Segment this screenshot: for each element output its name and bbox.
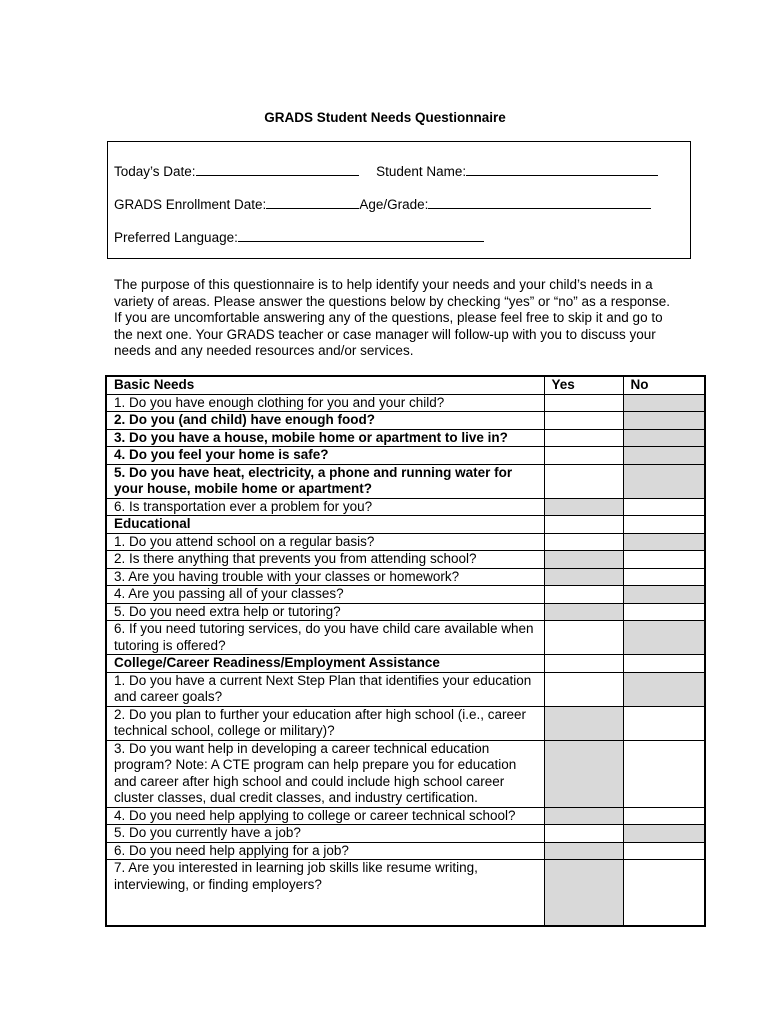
question-text: 2. Do you plan to further your education after high school (i.e., career technical school, college or military)? — [106, 706, 544, 740]
info-row-1 — [114, 161, 658, 179]
enrollment-date-field[interactable] — [266, 194, 359, 209]
no-checkbox-cell[interactable] — [623, 533, 705, 551]
yes-checkbox-cell[interactable] — [544, 825, 623, 843]
yes-checkbox-cell[interactable] — [544, 740, 623, 807]
no-checkbox-cell[interactable] — [623, 603, 705, 621]
student-info-box — [107, 141, 691, 259]
no-checkbox-cell[interactable] — [623, 498, 705, 516]
no-checkbox-cell[interactable] — [623, 551, 705, 569]
question-text: 7. Are you interested in learning job skills like resume writing, interviewing, or finding employers? — [106, 860, 544, 926]
yes-checkbox-cell[interactable] — [544, 860, 623, 926]
intro-paragraph: The purpose of this questionnaire is to help identify your needs and your child’s needs in a variety of areas. Please answer the questions below by checking “yes” or “no” as a response. If you are uncomfortable answering any of the questions, please feel free to skip it and go to the next one. Your GRADS teacher or case manager will follow-up with you to discuss your needs and any needed resources and/or services. — [114, 277, 671, 358]
table-row — [106, 551, 705, 569]
yes-checkbox-cell[interactable] — [544, 498, 623, 516]
table-row — [106, 672, 705, 706]
preferred-language-field[interactable] — [238, 227, 484, 242]
no-checkbox-cell[interactable] — [623, 464, 705, 498]
yes-checkbox-cell[interactable] — [544, 429, 623, 447]
yes-cell — [544, 655, 623, 673]
question-text: 4. Do you feel your home is safe? — [106, 447, 544, 465]
info-row-2 — [114, 194, 651, 212]
no-checkbox-cell[interactable] — [623, 394, 705, 412]
enrollment-date-label: GRADS Enrollment Date: — [114, 197, 267, 212]
question-text: 5. Do you currently have a job? — [106, 825, 544, 843]
yes-cell — [544, 516, 623, 534]
no-cell — [623, 516, 705, 534]
table-row — [106, 860, 705, 926]
no-checkbox-cell[interactable] — [623, 447, 705, 465]
question-text: 1. Do you have enough clothing for you and your child? — [106, 394, 544, 412]
age-grade-label: Age/Grade: — [359, 197, 429, 212]
table-row — [106, 429, 705, 447]
table-row — [106, 842, 705, 860]
table-header-row — [106, 376, 705, 394]
section-heading: College/Career Readiness/Employment Assistance — [106, 655, 544, 673]
question-text: 6. Do you need help applying for a job? — [106, 842, 544, 860]
section-row — [106, 516, 705, 534]
no-checkbox-cell[interactable] — [623, 842, 705, 860]
question-text: 6. Is transportation ever a problem for you? — [106, 498, 544, 516]
info-row-3 — [114, 227, 484, 245]
no-checkbox-cell[interactable] — [623, 412, 705, 430]
question-text: 4. Are you passing all of your classes? — [106, 586, 544, 604]
table-row — [106, 447, 705, 465]
yes-checkbox-cell[interactable] — [544, 447, 623, 465]
question-text: 3. Are you having trouble with your classes or homework? — [106, 568, 544, 586]
yes-checkbox-cell[interactable] — [544, 842, 623, 860]
no-checkbox-cell[interactable] — [623, 621, 705, 655]
question-text: 3. Do you have a house, mobile home or apartment to live in? — [106, 429, 544, 447]
question-text: 3. Do you want help in developing a career technical education program? Note: A CTE program can help prepare you for education and career after high school and could include high school career cluster classes, dual credit classes, and industry certification. — [106, 740, 544, 807]
questionnaire-table — [105, 375, 706, 927]
question-text: 2. Is there anything that prevents you from attending school? — [106, 551, 544, 569]
no-checkbox-cell[interactable] — [623, 706, 705, 740]
table-row — [106, 825, 705, 843]
question-text: 2. Do you (and child) have enough food? — [106, 412, 544, 430]
no-column-header: No — [623, 376, 705, 394]
no-checkbox-cell[interactable] — [623, 807, 705, 825]
no-checkbox-cell[interactable] — [623, 429, 705, 447]
question-text: 1. Do you have a current Next Step Plan that identifies your education and career goals? — [106, 672, 544, 706]
yes-checkbox-cell[interactable] — [544, 621, 623, 655]
yes-column-header: Yes — [544, 376, 623, 394]
question-text: 4. Do you need help applying to college or career technical school? — [106, 807, 544, 825]
no-checkbox-cell[interactable] — [623, 860, 705, 926]
yes-checkbox-cell[interactable] — [544, 551, 623, 569]
yes-checkbox-cell[interactable] — [544, 568, 623, 586]
preferred-language-label: Preferred Language: — [114, 230, 238, 245]
no-cell — [623, 655, 705, 673]
section-heading: Educational — [106, 516, 544, 534]
section-basic-needs: Basic Needs — [106, 376, 544, 394]
age-grade-field[interactable] — [428, 194, 651, 209]
table-row — [106, 568, 705, 586]
no-checkbox-cell[interactable] — [623, 825, 705, 843]
table-row — [106, 586, 705, 604]
yes-checkbox-cell[interactable] — [544, 394, 623, 412]
table-row — [106, 621, 705, 655]
no-checkbox-cell[interactable] — [623, 568, 705, 586]
yes-checkbox-cell[interactable] — [544, 672, 623, 706]
question-text: 5. Do you need extra help or tutoring? — [106, 603, 544, 621]
no-checkbox-cell[interactable] — [623, 672, 705, 706]
table-row — [106, 394, 705, 412]
table-row — [106, 412, 705, 430]
question-text: 5. Do you have heat, electricity, a phone and running water for your house, mobile home or apartment? — [106, 464, 544, 498]
page-title: GRADS Student Needs Questionnaire — [264, 110, 506, 125]
table-row — [106, 464, 705, 498]
table-row — [106, 603, 705, 621]
yes-checkbox-cell[interactable] — [544, 412, 623, 430]
question-text: 1. Do you attend school on a regular basis? — [106, 533, 544, 551]
no-checkbox-cell[interactable] — [623, 740, 705, 807]
yes-checkbox-cell[interactable] — [544, 464, 623, 498]
table-row — [106, 807, 705, 825]
section-row — [106, 655, 705, 673]
table-row — [106, 706, 705, 740]
yes-checkbox-cell[interactable] — [544, 807, 623, 825]
table-row — [106, 740, 705, 807]
yes-checkbox-cell[interactable] — [544, 586, 623, 604]
yes-checkbox-cell[interactable] — [544, 533, 623, 551]
todays-date-label: Today’s Date: — [114, 164, 196, 179]
question-text: 6. If you need tutoring services, do you have child care available when tutoring is offered? — [106, 621, 544, 655]
student-name-field[interactable] — [466, 161, 658, 176]
yes-checkbox-cell[interactable] — [544, 706, 623, 740]
todays-date-field[interactable] — [196, 161, 359, 176]
no-checkbox-cell[interactable] — [623, 586, 705, 604]
student-name-label: Student Name: — [376, 164, 467, 179]
yes-checkbox-cell[interactable] — [544, 603, 623, 621]
table-row — [106, 498, 705, 516]
table-row — [106, 533, 705, 551]
